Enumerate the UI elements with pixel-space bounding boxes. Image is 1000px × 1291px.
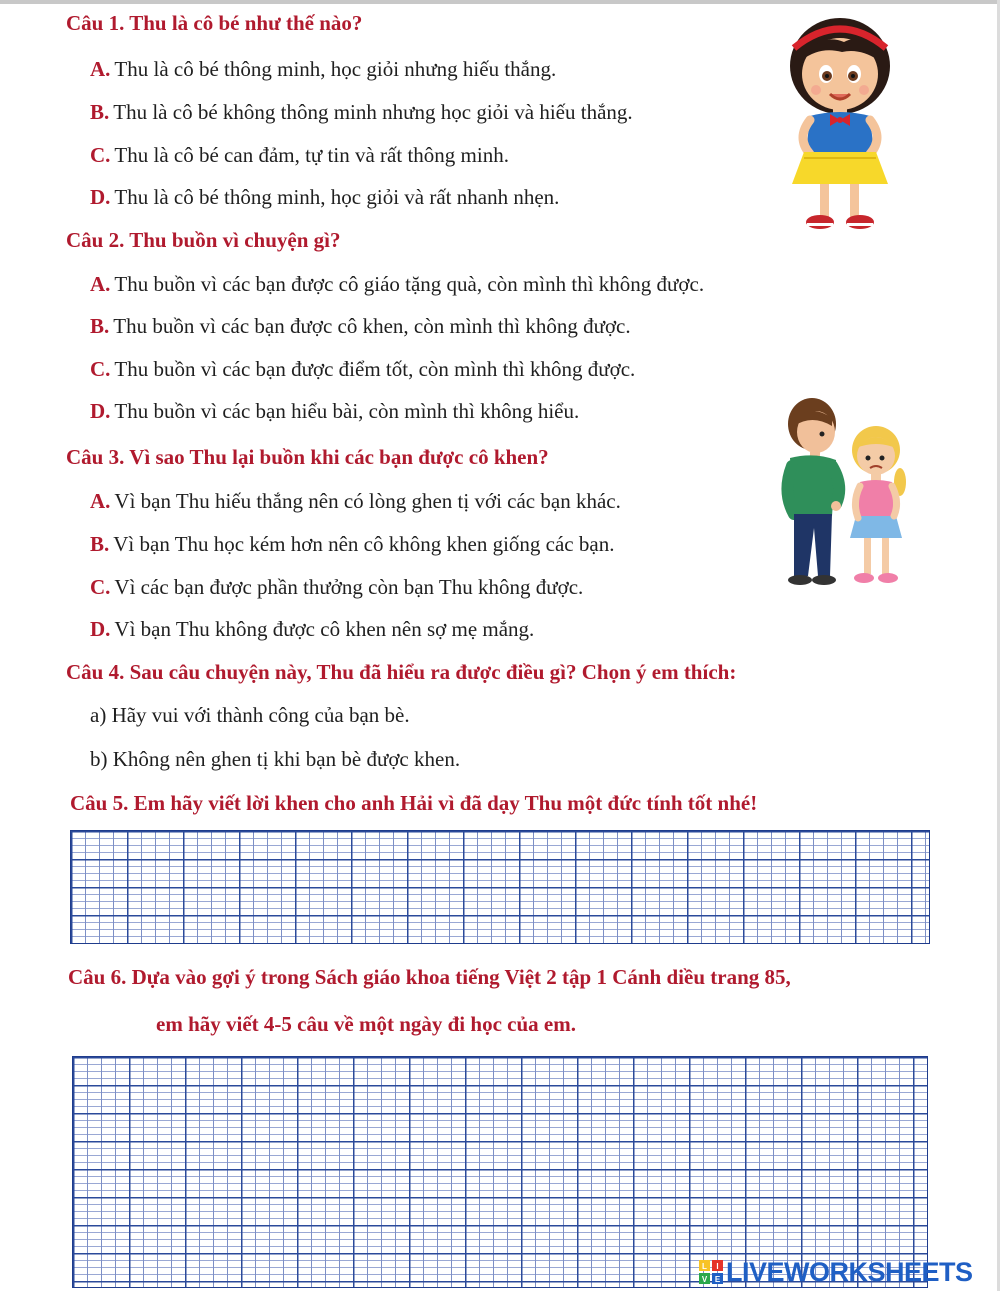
svg-text:I: I — [716, 1262, 719, 1271]
question-5-title: Câu 5. Em hãy viết lời khen cho anh Hải vì đã dạy Thu một đức tính tốt nhé! — [70, 791, 758, 815]
scan-edge-top — [0, 0, 1000, 4]
option-letter: A. — [90, 57, 111, 81]
option-text: Thu là cô bé không thông minh nhưng học giỏi và hiếu thắng. — [113, 100, 633, 124]
question-1-option-c[interactable] — [90, 143, 509, 168]
option-text: Thu buồn vì các bạn được điểm tốt, còn mình thì không được. — [114, 357, 636, 381]
question-4-option-b[interactable]: b) Không nên ghen tị khi bạn bè được khen. — [90, 747, 461, 771]
option-letter: C. — [90, 575, 111, 599]
option-text: Thu buồn vì các bạn được cô khen, còn mình thì không được. — [113, 314, 631, 338]
question-1-option-d[interactable] — [90, 185, 559, 210]
question-2-option-a[interactable] — [90, 272, 704, 297]
question-3-option-d[interactable] — [90, 617, 534, 642]
question-3-title: Câu 3. Vì sao Thu lại buồn khi các bạn được cô khen? — [66, 445, 549, 469]
question-4-title: Câu 4. Sau câu chuyện này, Thu đã hiểu ra được điều gì? Chọn ý em thích: — [66, 660, 737, 684]
question-3-option-b[interactable] — [90, 532, 614, 557]
option-letter: C. — [90, 143, 111, 167]
option-letter: A. — [90, 489, 111, 513]
option-text: Thu buồn vì các bạn hiểu bài, còn mình thì không hiểu. — [114, 399, 580, 423]
brand-name: LIVEWORKSHEETS — [726, 1256, 973, 1287]
option-letter: B. — [90, 314, 110, 338]
boy-and-girl-illustration — [772, 396, 918, 590]
liveworksheets-brand — [698, 1257, 994, 1287]
question-4-option-a[interactable]: a) Hãy vui với thành công của bạn bè. — [90, 703, 410, 727]
option-letter: A. — [90, 272, 111, 296]
option-text: Vì bạn Thu học kém hơn nên cô không khen giống các bạn. — [113, 532, 615, 556]
option-text: Vì bạn Thu hiếu thắng nên có lòng ghen tị với các bạn khác. — [114, 489, 621, 513]
option-letter: D. — [90, 617, 111, 641]
girl-illustration — [780, 8, 910, 236]
question-3-option-a[interactable] — [90, 489, 621, 514]
option-text: Vì bạn Thu không được cô khen nên sợ mẹ mắng. — [114, 617, 535, 641]
option-letter: D. — [90, 399, 111, 423]
question-2-option-d[interactable] — [90, 399, 579, 424]
question-6-title: Câu 6. Dựa vào gợi ý trong Sách giáo khoa tiếng Việt 2 tập 1 Cánh diều trang 85, — [68, 965, 791, 989]
question-1-title: Câu 1. Thu là cô bé như thế nào? — [66, 11, 363, 35]
question-2-title: Câu 2. Thu buồn vì chuyện gì? — [66, 228, 341, 252]
liveworksheets-logo-icon — [698, 1259, 724, 1285]
option-text: Vì các bạn được phần thưởng còn bạn Thu không được. — [114, 575, 584, 599]
answer-grid-question-6[interactable] — [72, 1056, 928, 1288]
question-2-option-b[interactable] — [90, 314, 631, 339]
option-text: Thu là cô bé thông minh, học giỏi nhưng hiếu thắng. — [114, 57, 557, 81]
svg-text:L: L — [702, 1262, 707, 1271]
option-letter: C. — [90, 357, 111, 381]
option-letter: D. — [90, 185, 111, 209]
question-6-title-line2: em hãy viết 4-5 câu về một ngày đi học của em. — [156, 1012, 576, 1036]
option-letter: B. — [90, 100, 110, 124]
option-letter: B. — [90, 532, 110, 556]
option-text: Thu buồn vì các bạn được cô giáo tặng quà, còn mình thì không được. — [114, 272, 705, 296]
option-text: Thu là cô bé can đảm, tự tin và rất thông minh. — [114, 143, 509, 167]
answer-grid-question-5[interactable] — [70, 830, 930, 944]
question-1-option-a[interactable] — [90, 57, 556, 82]
question-2-option-c[interactable] — [90, 357, 635, 382]
question-3-option-c[interactable] — [90, 575, 583, 600]
svg-text:V: V — [701, 1275, 708, 1284]
svg-text:E: E — [714, 1275, 721, 1284]
option-text: Thu là cô bé thông minh, học giỏi và rất nhanh nhẹn. — [114, 185, 560, 209]
question-1-option-b[interactable] — [90, 100, 633, 125]
